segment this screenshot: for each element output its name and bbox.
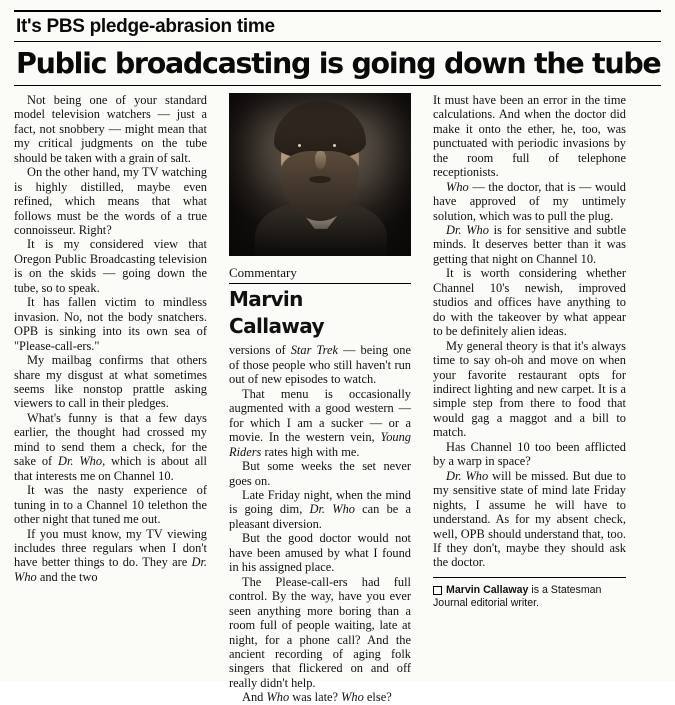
- paragraph: It must have been an error in the time calculations. And when the doctor did make it onto the ether, he, too, was punctuated with periodic invasions by the room full of telephone receptionists.: [433, 92, 626, 180]
- byline-first-name: Marvin: [229, 287, 303, 312]
- page-title: Public broadcasting is going down the tube: [16, 47, 661, 80]
- paragraph: And Who was late? Who else?: [242, 690, 392, 705]
- kicker-text: It's PBS pledge-abrasion time: [16, 16, 275, 37]
- paragraph: But the good doctor would not have been amused by what I found in his assigned place.: [229, 531, 411, 575]
- paragraph: It is my considered view that Oregon Public Broadcasting television is on the skids — going down the tube, so to speak.: [14, 237, 207, 295]
- paragraph: What's funny is that a few days earlier, the thought had crossed my mind to send them a check, for the sake of Dr. Who, which is about all that interests me on Channel 10.: [14, 410, 207, 483]
- column-one: [14, 93, 218, 683]
- paragraph: Dr. Who will be missed. But due to my sensitive state of mind late Friday nights, I assume he will have to understand. As for my absent check, well, OPB should understand that, too. If they don't, maybe they should ask the doctor.: [433, 468, 626, 570]
- paragraph: My general theory is that it's always time to say oh-oh and move on when your favorite restaurant opts for indirect lighting and new carpet. It is a simple step from there to food that would gag a maggot and a bill to match.: [433, 338, 626, 440]
- columnist-photo-block: [229, 93, 411, 338]
- paragraph: It was the nasty experience of tuning in to a Channel 10 telethon the other night that tuned me out.: [14, 483, 207, 527]
- paragraph: But some weeks the set never goes on.: [229, 459, 411, 488]
- paragraph: If you must know, my TV viewing includes three regulars when I don't have better things to do. They are Dr. Who and the two: [14, 526, 207, 584]
- headline-rule: [14, 85, 661, 86]
- paragraph: That menu is occasionally augmented with a good western — for which I am a sucker — or a movie. In the western vein, Young Riders rates high with me.: [229, 386, 411, 459]
- paragraph: versions of Star Trek — being one of those people who still haven't run out of new episodes to watch.: [229, 343, 411, 387]
- paragraph: It has fallen victim to mindless invasion. No, not the body snatchers. OPB is sinking into its own sea of "Please-call-ers.": [14, 295, 207, 353]
- paragraph: The Please-call-ers had full control. By the way, have you ever seen anything more boring than a room full of people waiting, late at night, for a phone call? And the ancient recording of aging folk singers that flickered on and off really didn't help.: [229, 574, 411, 690]
- tagline-name: Marvin Callaway: [446, 583, 529, 596]
- portrait-photo: [229, 93, 411, 256]
- paragraph: It is worth considering whether Channel 10's newish, improved studios and offices have anything to do with the takeover by what appear to be definitely alien ideas.: [433, 266, 626, 339]
- photo-vignette: [229, 93, 411, 256]
- paragraph: Late Friday night, when the mind is going dim, Dr. Who can be a pleasant diversion.: [229, 487, 412, 531]
- tagline-text: is a Statesman Journal editorial writer.: [433, 583, 602, 610]
- article-columns: [14, 92, 661, 705]
- paragraph: Who — the doctor, that is — would have approved of my untimely solution, which was to pull the plug.: [433, 179, 626, 223]
- paragraph: Has Channel 10 too been afflicted by a warp in space?: [433, 439, 626, 469]
- paragraph: My mailbag confirms that others share my disgust at what sometimes seems like nonstop prattle asking viewers to call in their pledges.: [14, 353, 207, 411]
- byline-rule: [229, 283, 411, 284]
- square-bullet-icon: [433, 586, 442, 595]
- byline-last-name: Callaway: [229, 314, 324, 339]
- commentary-label: Commentary: [229, 264, 297, 280]
- author-tagline: [433, 577, 626, 610]
- column-two: [218, 93, 422, 705]
- kicker-bottom-rule: [14, 41, 661, 42]
- paragraph: Not being one of your standard model television watchers — just a fact, not snobbery — might mean that my critical judgments on the tube should be taken with a grain of salt.: [14, 92, 207, 165]
- column-three: [422, 93, 626, 683]
- paragraph: On the other hand, my TV watching is highly distilled, maybe even refined, which means that what follows must be the words of a true connoisseur. Right?: [14, 165, 207, 237]
- paragraph: Dr. Who is for sensitive and subtle minds. It deserves better than it was getting that night on Channel 10.: [433, 223, 626, 266]
